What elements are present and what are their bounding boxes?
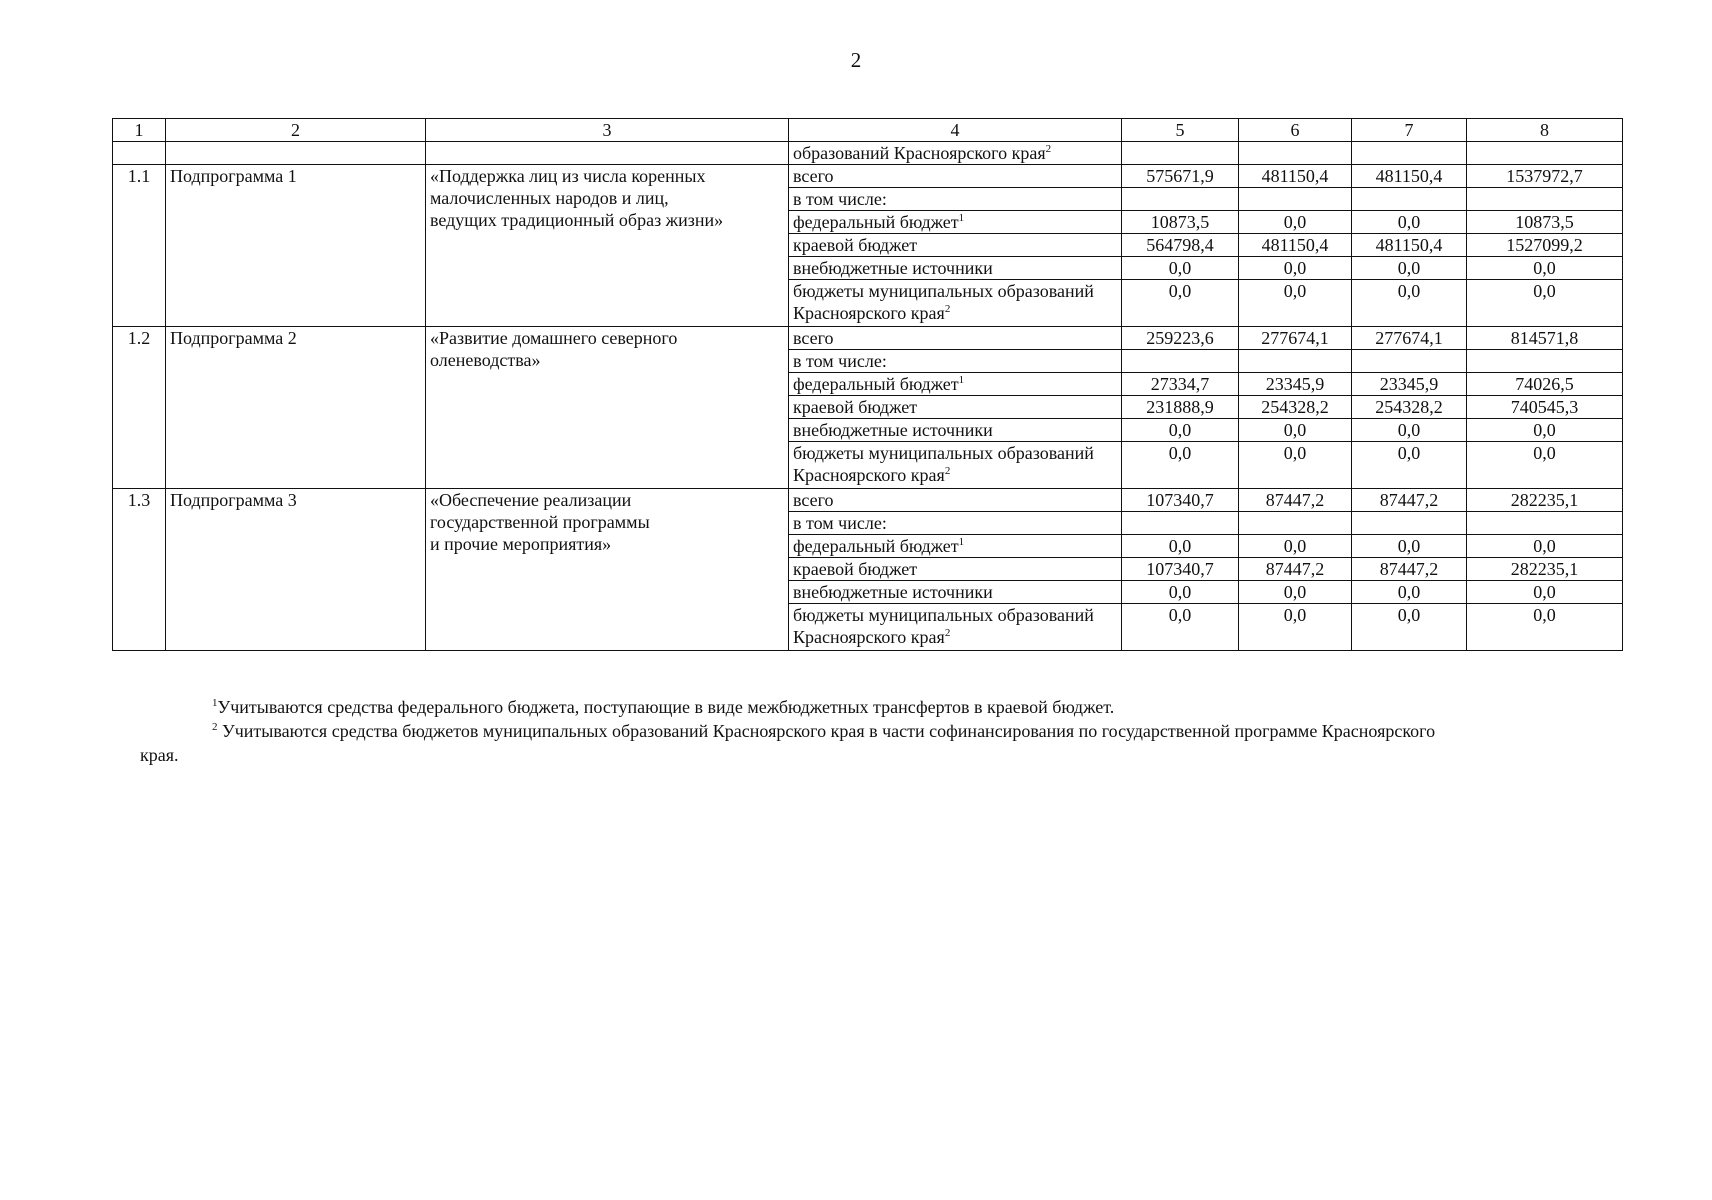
program-3-row (113, 489, 1623, 512)
header-cell: 5 (1122, 119, 1239, 142)
source-cell (789, 604, 1122, 651)
value-cell-v7: 0,0 (1352, 581, 1467, 604)
value-cell-v8: 0,0 (1467, 419, 1623, 442)
value-cell-v5 (1122, 512, 1239, 535)
value-cell-v8: 0,0 (1467, 535, 1623, 558)
program-2-row (113, 327, 1623, 350)
footnote-mark: 1 (958, 212, 965, 224)
value-cell-v5: 0,0 (1122, 581, 1239, 604)
source-label: всего (793, 328, 834, 348)
program-name: Подпрограмма 2 (166, 327, 426, 489)
header-cell: 2 (166, 119, 426, 142)
value-cell-v6: 23345,9 (1239, 373, 1352, 396)
value-cell-v7: 481150,4 (1352, 234, 1467, 257)
value-cell-v6: 481150,4 (1239, 234, 1352, 257)
program-code: 1.1 (113, 165, 166, 327)
value-cell-v6: 277674,1 (1239, 327, 1352, 350)
source-cell (789, 188, 1122, 211)
value-cell-v5: 107340,7 (1122, 489, 1239, 512)
continuation-row (113, 142, 1623, 165)
value-cell-v7 (1352, 512, 1467, 535)
source-cell (789, 350, 1122, 373)
value-cell-v8 (1467, 512, 1623, 535)
source-label: федеральный бюджет (793, 374, 959, 394)
value-cell-v8: 1527099,2 (1467, 234, 1623, 257)
value-cell-v5: 575671,9 (1122, 165, 1239, 188)
empty-cell (1467, 142, 1623, 165)
program-description: «Развитие домашнего северного оленеводства» (426, 327, 789, 489)
source-cell (789, 396, 1122, 419)
value-cell-v6 (1239, 350, 1352, 373)
value-cell-v8: 0,0 (1467, 257, 1623, 280)
source-cell (789, 165, 1122, 188)
value-cell-v5: 0,0 (1122, 535, 1239, 558)
footnotes (112, 695, 1624, 767)
value-cell-v8: 10873,5 (1467, 211, 1623, 234)
value-cell-v8: 282235,1 (1467, 558, 1623, 581)
source-label: всего (793, 490, 834, 510)
value-cell-v7: 0,0 (1352, 535, 1467, 558)
value-cell-v5: 0,0 (1122, 419, 1239, 442)
value-cell-v5: 27334,7 (1122, 373, 1239, 396)
value-cell-v7: 0,0 (1352, 419, 1467, 442)
value-cell-v6: 87447,2 (1239, 489, 1352, 512)
value-cell-v7: 0,0 (1352, 257, 1467, 280)
source-label: федеральный бюджет (793, 212, 959, 232)
source-cell (789, 419, 1122, 442)
source-label: в том числе: (793, 513, 887, 533)
empty-cell (113, 142, 166, 165)
value-cell-v8: 740545,3 (1467, 396, 1623, 419)
header-cell: 7 (1352, 119, 1467, 142)
funding-table (112, 118, 1623, 651)
value-cell-v6: 0,0 (1239, 419, 1352, 442)
value-cell-v7 (1352, 188, 1467, 211)
footnote-mark: 1 (958, 536, 965, 548)
value-cell-v8 (1467, 188, 1623, 211)
source-label: в том числе: (793, 189, 887, 209)
source-cell (789, 280, 1122, 327)
value-cell-v7: 0,0 (1352, 442, 1467, 489)
value-cell-v7: 481150,4 (1352, 165, 1467, 188)
program-description: «Обеспечение реализации государственной программы и прочие мероприятия» (426, 489, 789, 651)
source-label: бюджеты муниципальных образований Красноярского края (793, 443, 1094, 485)
value-cell-v8: 0,0 (1467, 442, 1623, 489)
value-cell-v5: 0,0 (1122, 280, 1239, 327)
footnote-1-text: Учитываются средства федерального бюджета, поступающие в виде межбюджетных трансфертов в краевой бюджет. (217, 697, 1115, 717)
source-cell (789, 442, 1122, 489)
value-cell-v7: 254328,2 (1352, 396, 1467, 419)
program-code: 1.2 (113, 327, 166, 489)
value-cell-v5: 259223,6 (1122, 327, 1239, 350)
source-label: всего (793, 166, 834, 186)
footnote-2 (112, 719, 1624, 743)
program-1-row (113, 165, 1623, 188)
source-cell (789, 327, 1122, 350)
value-cell-v6: 0,0 (1239, 535, 1352, 558)
header-cell: 6 (1239, 119, 1352, 142)
value-cell-v5: 231888,9 (1122, 396, 1239, 419)
value-cell-v5: 0,0 (1122, 257, 1239, 280)
footnote-2-mark: 2 (212, 721, 218, 733)
footnote-mark: 2 (944, 303, 951, 315)
value-cell-v8: 0,0 (1467, 280, 1623, 327)
source-cell (789, 489, 1122, 512)
value-cell-v8: 0,0 (1467, 581, 1623, 604)
value-cell-v8: 282235,1 (1467, 489, 1623, 512)
empty-cell (1239, 142, 1352, 165)
header-cell: 3 (426, 119, 789, 142)
footnote-mark: 2 (1045, 143, 1052, 155)
value-cell-v6 (1239, 512, 1352, 535)
source-label: внебюджетные источники (793, 582, 993, 602)
value-cell-v5: 564798,4 (1122, 234, 1239, 257)
footnote-2-tail: края. (140, 745, 179, 765)
header-row (113, 119, 1623, 142)
value-cell-v8: 1537972,7 (1467, 165, 1623, 188)
value-cell-v5: 10873,5 (1122, 211, 1239, 234)
value-cell-v8 (1467, 350, 1623, 373)
value-cell-v6: 0,0 (1239, 581, 1352, 604)
footnote-mark: 2 (944, 627, 951, 639)
value-cell-v7: 277674,1 (1352, 327, 1467, 350)
empty-cell (166, 142, 426, 165)
source-label: краевой бюджет (793, 559, 918, 579)
source-label: внебюджетные источники (793, 420, 993, 440)
source-cell (789, 234, 1122, 257)
program-name: Подпрограмма 1 (166, 165, 426, 327)
source-label: бюджеты муниципальных образований Красноярского края (793, 605, 1094, 647)
empty-cell (426, 142, 789, 165)
source-label: в том числе: (793, 351, 887, 371)
value-cell-v5: 0,0 (1122, 604, 1239, 651)
value-cell-v6: 0,0 (1239, 211, 1352, 234)
value-cell-v6: 0,0 (1239, 604, 1352, 651)
value-cell-v5 (1122, 188, 1239, 211)
value-cell-v6: 481150,4 (1239, 165, 1352, 188)
value-cell-v7: 0,0 (1352, 280, 1467, 327)
source-cell (789, 581, 1122, 604)
source-cell (789, 257, 1122, 280)
header-cell: 4 (789, 119, 1122, 142)
value-cell-v7: 0,0 (1352, 604, 1467, 651)
source-label: бюджеты муниципальных образований Красноярского края (793, 281, 1094, 323)
source-label: краевой бюджет (793, 397, 918, 417)
footnote-1-mark: 1 (212, 697, 218, 709)
source-cell (789, 142, 1122, 165)
value-cell-v8: 814571,8 (1467, 327, 1623, 350)
source-label: образований Красноярского края (793, 143, 1046, 163)
empty-cell (1122, 142, 1239, 165)
program-name: Подпрограмма 3 (166, 489, 426, 651)
value-cell-v5: 107340,7 (1122, 558, 1239, 581)
footnote-1 (112, 695, 1624, 719)
source-cell (789, 558, 1122, 581)
program-code: 1.3 (113, 489, 166, 651)
value-cell-v6: 0,0 (1239, 442, 1352, 489)
value-cell-v5: 0,0 (1122, 442, 1239, 489)
value-cell-v6: 0,0 (1239, 257, 1352, 280)
value-cell-v6: 254328,2 (1239, 396, 1352, 419)
source-cell (789, 535, 1122, 558)
value-cell-v8: 0,0 (1467, 604, 1623, 651)
value-cell-v7: 23345,9 (1352, 373, 1467, 396)
footnote-mark: 2 (944, 465, 951, 477)
empty-cell (1352, 142, 1467, 165)
source-cell (789, 373, 1122, 396)
value-cell-v5 (1122, 350, 1239, 373)
source-label: внебюджетные источники (793, 258, 993, 278)
program-description: «Поддержка лиц из числа коренных малочисленных народов и лиц, ведущих традиционный образ жизни» (426, 165, 789, 327)
value-cell-v7: 0,0 (1352, 211, 1467, 234)
header-cell: 1 (113, 119, 166, 142)
source-label: федеральный бюджет (793, 536, 959, 556)
footnote-mark: 1 (958, 374, 965, 386)
page-number: 2 (850, 48, 862, 72)
value-cell-v6: 0,0 (1239, 280, 1352, 327)
value-cell-v6: 87447,2 (1239, 558, 1352, 581)
value-cell-v7 (1352, 350, 1467, 373)
footnote-2-text: Учитываются средства бюджетов муниципальных образований Красноярского края в части софинансирования по государственной программе Красноярского (222, 721, 1436, 741)
source-cell (789, 512, 1122, 535)
source-label: краевой бюджет (793, 235, 918, 255)
header-cell: 8 (1467, 119, 1623, 142)
source-cell (789, 211, 1122, 234)
value-cell-v6 (1239, 188, 1352, 211)
value-cell-v7: 87447,2 (1352, 558, 1467, 581)
value-cell-v7: 87447,2 (1352, 489, 1467, 512)
value-cell-v8: 74026,5 (1467, 373, 1623, 396)
